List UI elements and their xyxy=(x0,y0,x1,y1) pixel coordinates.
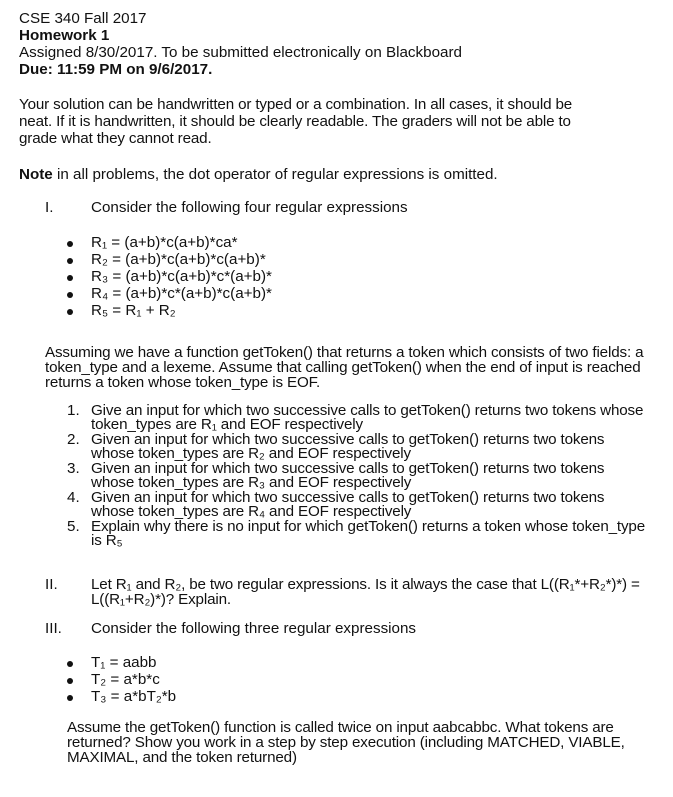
intro-line-2: neat. If it is handwritten, it should be clearly readable. The graders will not be able to xyxy=(19,113,571,130)
problem-1-heading: Consider the following four regular expressions xyxy=(91,199,408,216)
bullet-icon xyxy=(67,292,73,298)
problem-1-numeral: I. xyxy=(45,199,54,216)
question-number: 4. xyxy=(67,489,80,506)
question-1-line-1: Give an input for which two successive calls to getToken() returns two tokens whose xyxy=(91,402,644,419)
course-title: CSE 340 Fall 2017 xyxy=(19,10,147,27)
regex-r1: R₁ = (a+b)*c(a+b)*ca* xyxy=(91,234,238,251)
question-number: 1. xyxy=(67,402,80,419)
gettoken-desc-line-1: Assuming we have a function getToken() that returns a token which consists of two fields: a xyxy=(45,344,644,361)
question-number: 3. xyxy=(67,460,80,477)
problem-3-desc-line-1: Assume the getToken() function is called twice on input aabcabbc. What tokens are xyxy=(67,719,614,736)
question-2-line-1: Given an input for which two successive calls to getToken() returns two tokens xyxy=(91,431,605,448)
question-5-line-1: Explain why there is no input for which getToken() returns a token whose token_type xyxy=(91,518,646,535)
intro-line-3: grade what they cannot read. xyxy=(19,130,212,147)
problem-2-line-1: Let R₁ and R₂, be two regular expressions. Is it always the case that L((R₁*+R₂*)*) = xyxy=(91,576,640,593)
regex-t2: T₂ = a*b*c xyxy=(91,671,160,688)
question-number: 5. xyxy=(67,518,80,535)
question-2-line-2: whose token_types are R₂ and EOF respectively xyxy=(91,445,411,462)
question-5-line-2: is R₅ xyxy=(91,532,123,549)
question-4-line-2: whose token_types are R₄ and EOF respectively xyxy=(91,503,412,520)
problem-3-numeral: III. xyxy=(45,620,62,637)
question-3-line-1: Given an input for which two successive calls to getToken() returns two tokens xyxy=(91,460,605,477)
regex-r2: R₂ = (a+b)*c(a+b)*c(a+b)* xyxy=(91,251,266,268)
question-3-line-2: whose token_types are R₃ and EOF respectively xyxy=(91,474,412,491)
problem-2-line-2: L((R₁+R₂)*)? Explain. xyxy=(91,591,231,608)
problem-3-desc-line-3: MAXIMAL, and the token returned) xyxy=(67,749,297,766)
gettoken-desc-line-3: returns a token whose token_type is EOF. xyxy=(45,374,321,391)
note-label: Note xyxy=(19,166,53,183)
regex-r5: R₅ = R₁ + R₂ xyxy=(91,302,176,319)
problem-2-numeral: II. xyxy=(45,576,58,593)
problem-3-desc-line-2: returned? Show you work in a step by step execution (including MATCHED, VIABLE, xyxy=(67,734,625,751)
regex-r3: R₃ = (a+b)*c(a+b)*c*(a+b)* xyxy=(91,268,272,285)
note-line xyxy=(19,167,498,183)
bullet-icon xyxy=(67,275,73,281)
gettoken-desc-line-2: token_type and a lexeme. Assume that calling getToken() when the end of input is reached xyxy=(45,359,641,376)
bullet-icon xyxy=(67,695,73,701)
intro-line-1: Your solution can be handwritten or typed or a combination. In all cases, it should be xyxy=(19,96,573,113)
bullet-icon xyxy=(67,241,73,247)
bullet-icon xyxy=(67,258,73,264)
note-text: in all problems, the dot operator of regular expressions is omitted. xyxy=(56,166,498,183)
assigned-line: Assigned 8/30/2017. To be submitted electronically on Blackboard xyxy=(19,44,462,61)
regex-r4: R₄ = (a+b)*c*(a+b)*c(a+b)* xyxy=(91,285,272,302)
bullet-icon xyxy=(67,661,73,667)
bullet-icon xyxy=(67,309,73,315)
question-number: 2. xyxy=(67,431,80,448)
bullet-icon xyxy=(67,678,73,684)
problem-3-heading: Consider the following three regular expressions xyxy=(91,620,417,637)
question-4-line-1: Given an input for which two successive calls to getToken() returns two tokens xyxy=(91,489,605,506)
regex-t3: T₃ = a*bT₂*b xyxy=(91,688,177,705)
question-1-line-2: token_types are R₁ and EOF respectively xyxy=(91,416,363,433)
regex-t1: T₁ = aabb xyxy=(91,654,157,671)
homework-title: Homework 1 xyxy=(19,27,110,44)
due-line: Due: 11:59 PM on 9/6/2017. xyxy=(19,61,213,78)
